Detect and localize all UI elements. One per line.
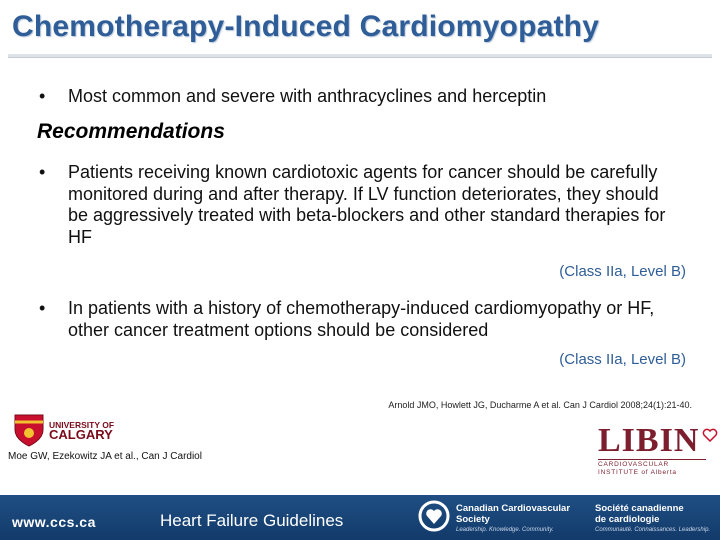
ccs-en-tagline: Leadership. Knowledge. Community.: [456, 527, 554, 533]
intro-bullet: [37, 86, 697, 108]
slide-title: Chemotherapy-Induced Cardiomyopathy: [12, 10, 600, 43]
ccs-en-line2: Society: [456, 513, 490, 525]
recommendation-1-class-level: (Class IIa, Level B): [559, 263, 686, 280]
recommendation-2-text: In patients with a history of chemotherapy-induced cardiomyopathy or HF, other cancer treatment options should be considered: [68, 298, 655, 340]
citation: Arnold JMO, Howlett JG, Ducharme A et al. Can J Cardiol 2008;24(1):21-40.: [388, 400, 692, 410]
recommendations-heading: Recommendations: [37, 120, 225, 143]
bullet-marker: •: [39, 162, 46, 182]
ccs-french-name: [595, 504, 710, 536]
ucalgary-crest-icon: [12, 412, 46, 448]
title-divider: [8, 54, 712, 58]
ccs-fr-tagline: Communauté. Connaissances. Leadership.: [595, 527, 711, 533]
bullet-marker: •: [39, 298, 46, 318]
libin-institute-logo: [598, 424, 718, 477]
ccs-fr-line1: Société canadienne: [595, 503, 684, 514]
heart-icon: [702, 428, 718, 442]
libin-sub-line2: INSTITUTE of Alberta: [598, 469, 677, 476]
bullet-marker: •: [39, 86, 46, 106]
footer-url-link[interactable]: www.ccs.ca: [12, 514, 96, 530]
recommendation-2-class-level: (Class IIa, Level B): [559, 351, 686, 368]
ucalgary-line1: UNIVERSITY OF: [49, 420, 115, 430]
ccs-heart-logo-icon: [418, 500, 450, 532]
ccs-en-line1: Canadian Cardiovascular: [456, 503, 571, 514]
university-of-calgary-logo: [12, 412, 114, 448]
libin-sub-line1: CARDIOVASCULAR: [598, 461, 670, 468]
recommendation-1: [37, 162, 677, 248]
footer-title: Heart Failure Guidelines: [160, 511, 344, 530]
ucalgary-line2: CALGARY: [49, 427, 113, 442]
intro-bullet-text: Most common and severe with anthracyclines and herceptin: [68, 86, 547, 106]
recommendation-2: [37, 298, 697, 341]
secondary-reference: Moe GW, Ezekowitz JA et al., Can J Cardiol: [8, 451, 202, 462]
libin-wordmark: LIBIN: [598, 422, 700, 459]
ccs-fr-line2: de cardiologie: [595, 513, 660, 525]
footer-bar: [0, 492, 720, 540]
recommendation-1-text: Patients receiving known cardiotoxic agents for cancer should be carefully monitored during and after therapy. If LV function deteriorates, they should be aggressively treated with beta-blockers and other standard therapies for HF: [68, 162, 666, 247]
ccs-english-name: [456, 504, 570, 536]
